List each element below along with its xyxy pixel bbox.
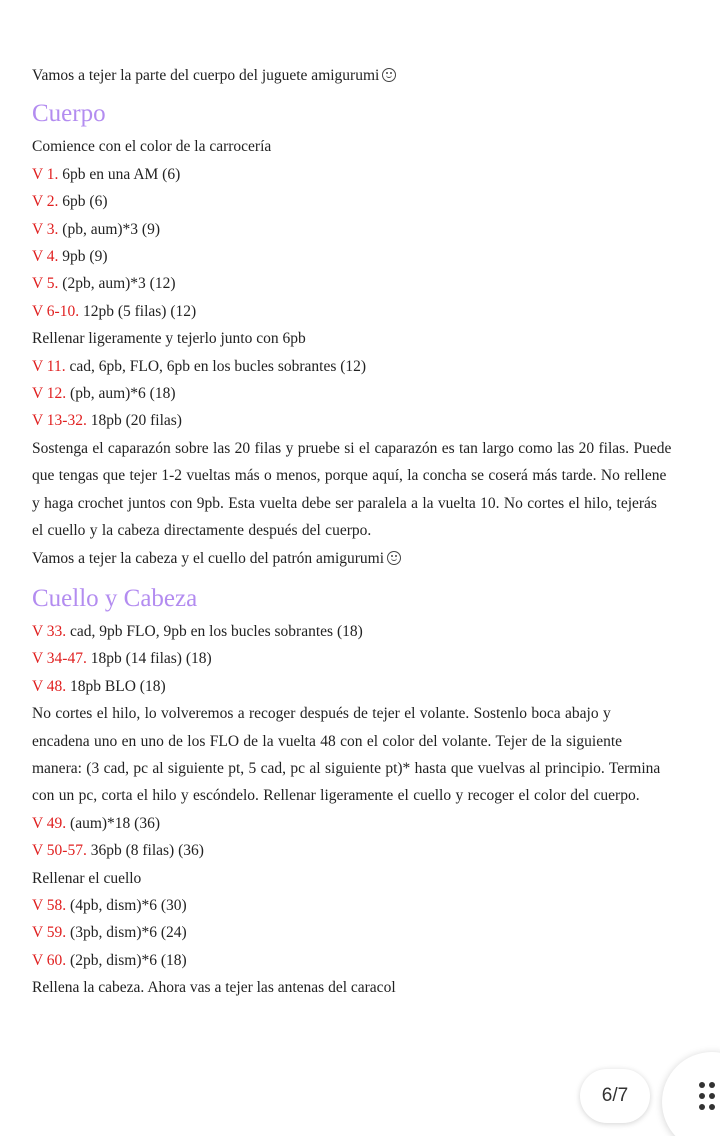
round-text: (aum)*18 (36) bbox=[70, 814, 161, 832]
round-line bbox=[32, 161, 672, 188]
round-text: 18pb BLO (18) bbox=[70, 677, 166, 695]
round-line bbox=[32, 919, 672, 946]
round-label: V 2. bbox=[32, 193, 59, 211]
round-label: V 11. bbox=[32, 357, 66, 375]
round-label: V 12. bbox=[32, 385, 67, 403]
round-text: 36pb (8 filas) (36) bbox=[90, 842, 204, 860]
document-body bbox=[32, 62, 672, 1002]
round-line bbox=[32, 298, 672, 325]
round-label: V 13-32. bbox=[32, 412, 87, 430]
round-text: cad, 9pb FLO, 9pb en los bucles sobrantes (18) bbox=[70, 622, 363, 640]
round-text: (4pb, dism)*6 (30) bbox=[70, 896, 187, 914]
round-text: (2pb, aum)*3 (12) bbox=[62, 275, 176, 293]
round-line bbox=[32, 407, 672, 434]
section-heading-cuello: Cuello y Cabeza bbox=[32, 584, 198, 612]
round-label: V 48. bbox=[32, 677, 67, 695]
round-label: V 3. bbox=[32, 220, 59, 238]
round-text: cad, 6pb, FLO, 6pb en los bucles sobrantes (12) bbox=[69, 357, 367, 375]
round-line bbox=[32, 837, 672, 864]
round-line bbox=[32, 380, 672, 407]
page-indicator[interactable]: 6/7 bbox=[580, 1069, 650, 1123]
paragraph: Sostenga el caparazón sobre las 20 filas y pruebe si el caparazón es tan largo como las 20 filas. Puede que tengas que tejer 1-2 vueltas más o menos, porque aquí, la concha se coserá más tarde. No rellene y haga crochet juntos con 9pb. Esta vuelta debe ser paralela a la vuelta 10. No cortes el hilo, tejerás el cuello y la cabeza directamente después del cuerpo. bbox=[32, 439, 672, 540]
round-line bbox=[32, 188, 672, 215]
smiley-icon bbox=[382, 68, 396, 82]
section-heading-cuerpo: Cuerpo bbox=[32, 100, 106, 128]
round-line bbox=[32, 353, 672, 380]
round-label: V 34-47. bbox=[32, 650, 87, 668]
round-label: V 6-10. bbox=[32, 302, 80, 320]
note-line: Rellenar ligeramente y tejerlo junto con 6pb bbox=[32, 330, 306, 348]
paragraph: No cortes el hilo, lo volveremos a recoger después de tejer el volante. Sostenlo boca abajo y encadena uno en uno de los FLO de la vuelta 48 con el color del volante. Tejer de la siguiente manera: (3 cad, pc al siguiente pt, 5 cad, pc al siguiente pt)* hasta que vuelvas al principio. Termina con un pc, corta el hilo y escóndelo. Rellenar ligeramente el cuello y recoger el color del cuerpo. bbox=[32, 705, 661, 805]
round-label: V 58. bbox=[32, 896, 67, 914]
round-text: 18pb (14 filas) (18) bbox=[90, 650, 212, 668]
round-label: V 5. bbox=[32, 275, 59, 293]
round-text: 12pb (5 filas) (12) bbox=[82, 302, 197, 320]
round-text: (3pb, dism)*6 (24) bbox=[70, 924, 187, 942]
round-line bbox=[32, 270, 672, 297]
round-text: (pb, aum)*6 (18) bbox=[70, 385, 176, 403]
round-label: V 49. bbox=[32, 814, 67, 832]
round-label: V 33. bbox=[32, 622, 67, 640]
round-text: (pb, aum)*3 (9) bbox=[62, 220, 161, 238]
round-line bbox=[32, 947, 672, 974]
round-label: V 4. bbox=[32, 248, 59, 266]
round-line bbox=[32, 673, 672, 700]
round-text: (2pb, dism)*6 (18) bbox=[70, 951, 187, 969]
intro-line: Vamos a tejer la parte del cuerpo del juguete amigurumi bbox=[32, 62, 672, 89]
closing-line: Rellena la cabeza. Ahora vas a tejer las antenas del caracol bbox=[32, 979, 396, 997]
round-label: V 50-57. bbox=[32, 842, 87, 860]
round-line bbox=[32, 810, 672, 837]
apps-button[interactable] bbox=[662, 1052, 720, 1136]
round-line bbox=[32, 243, 672, 270]
round-label: V 60. bbox=[32, 951, 67, 969]
grid-dots-icon bbox=[699, 1082, 715, 1110]
note-line: Rellenar el cuello bbox=[32, 869, 142, 887]
round-line bbox=[32, 892, 672, 919]
round-text: 9pb (9) bbox=[62, 248, 108, 266]
outro-line: Vamos a tejer la cabeza y el cuello del patrón amigurumi bbox=[32, 545, 672, 572]
round-label: V 59. bbox=[32, 924, 67, 942]
round-label: V 1. bbox=[32, 165, 59, 183]
round-line bbox=[32, 216, 672, 243]
round-line bbox=[32, 618, 672, 645]
round-text: 6pb en una AM (6) bbox=[62, 165, 181, 183]
smiley-icon bbox=[387, 551, 401, 565]
round-text: 18pb (20 filas) bbox=[90, 412, 182, 430]
note-line: Comience con el color de la carrocería bbox=[32, 138, 272, 156]
round-text: 6pb (6) bbox=[62, 193, 108, 211]
round-line bbox=[32, 645, 672, 672]
